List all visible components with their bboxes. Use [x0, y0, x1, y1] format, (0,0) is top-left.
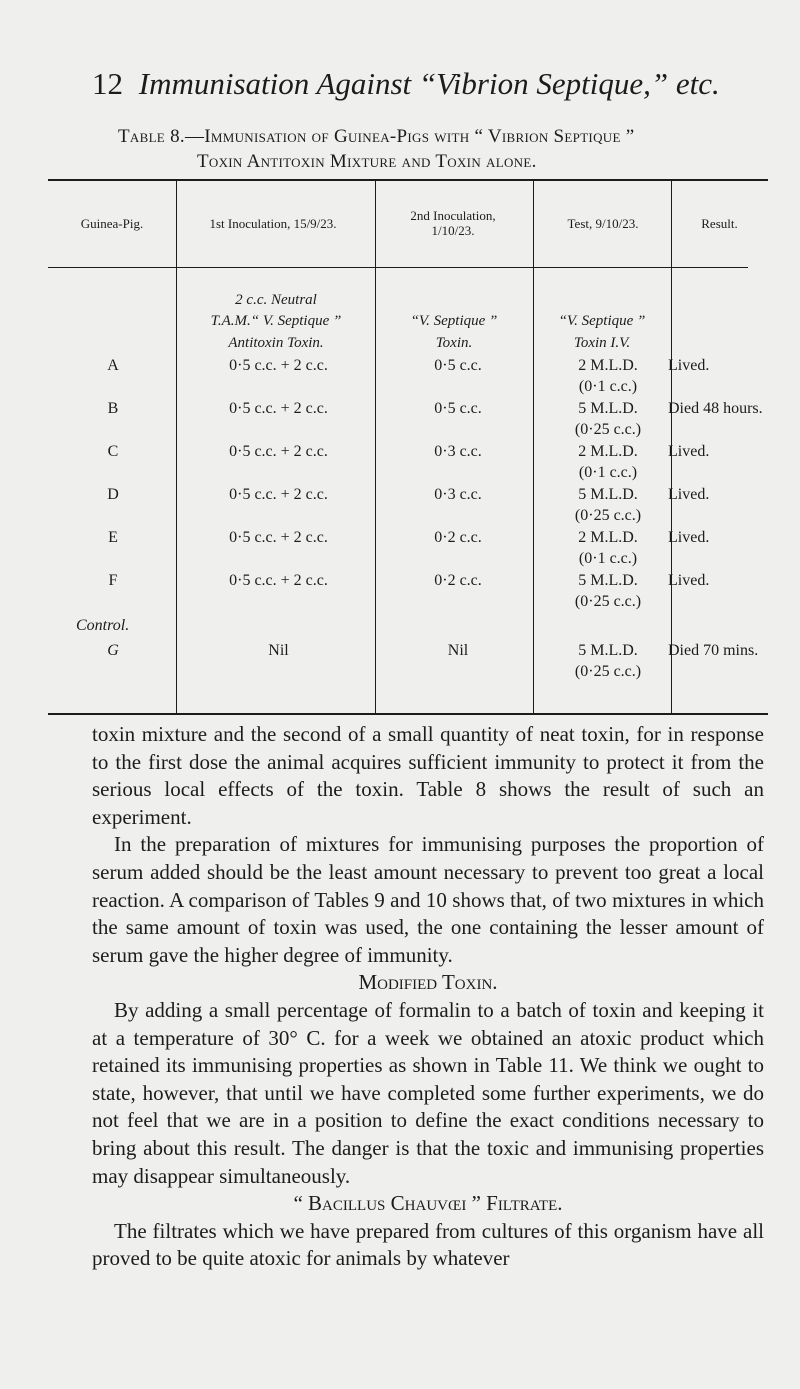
- table-caption: [118, 124, 758, 174]
- result-cell: Lived.: [668, 572, 710, 589]
- first-inoculation-cell: Nil: [268, 642, 289, 659]
- first-inoculation-cell: 0·5 c.c. + 2 c.c.: [229, 400, 328, 417]
- test-volume-cell: (0·1 c.c.): [578, 464, 638, 481]
- test-volume-cell: (0·25 c.c.): [574, 593, 642, 610]
- test-volume-cell: (0·25 c.c.): [574, 663, 642, 680]
- result-cell: Lived.: [668, 529, 710, 546]
- subheader-first-2: T.A.M.“ V. Septique ”: [210, 313, 342, 329]
- result-cell: Lived.: [668, 486, 710, 503]
- test-volume-cell: (0·1 c.c.): [578, 550, 638, 567]
- table-bottom-rule: [48, 713, 768, 715]
- caption-line-1: —Immunisation of Guinea-Pigs with “ Vibrion Septique ”: [184, 126, 635, 147]
- results-table: [48, 179, 768, 715]
- paragraph: toxin mixture and the second of a small quantity of neat toxin, for in response to the first dose the animal acquires sufficient immunity to protect it from the serious local effects of the toxin. Table 8 shows the result of such an experiment.: [92, 722, 764, 829]
- result-cell: Lived.: [668, 357, 710, 374]
- paragraph: By adding a small percentage of formalin to a batch of toxin and keeping it at a temperature of 30° C. for a week we obtained an atoxic product which retained its immunising properties as shown in Table 11. We think we ought to state, however, that until we have completed some further experiments, we do not feel that we are in a position to define the exact conditions necessary to bring about this result. The danger is that the toxic and immunising properties may disappear simultaneously.: [92, 997, 764, 1188]
- test-dose-cell: 5 M.L.D.: [578, 400, 638, 417]
- first-inoculation-cell: 0·5 c.c. + 2 c.c.: [229, 572, 328, 589]
- caption-line-2: Toxin Antitoxin Mixture and Toxin alone.: [197, 151, 537, 172]
- test-volume-cell: (0·1 c.c.): [578, 378, 638, 395]
- guinea-pig-id: G: [107, 642, 119, 659]
- paragraph: The filtrates which we have prepared from cultures of this organism have all proved to be quite atoxic for animals by whatever: [92, 1218, 764, 1271]
- paragraph: In the preparation of mixtures for immunising purposes the proportion of serum added should be the least amount necessary to prevent too great a local reaction. A comparison of Tables 9 and 10 shows that, of two mixtures in which the same amount of toxin was used, the one containing the lesser amount of serum gave the higher degree of immunity.: [92, 832, 764, 967]
- guinea-pig-id: F: [108, 572, 118, 589]
- second-inoculation-cell: 0·2 c.c.: [434, 529, 482, 546]
- section-heading: “ Bacillus Chauvœi ” Filtrate.: [293, 1191, 563, 1216]
- guinea-pig-id: D: [107, 486, 119, 503]
- subheader-test-2: Toxin I.V.: [573, 335, 631, 351]
- header-first-inoculation: 1st Inoculation, 15/9/23.: [209, 215, 337, 231]
- running-header: [92, 66, 720, 102]
- page-number: 12: [92, 66, 123, 101]
- second-inoculation-cell: 0·2 c.c.: [434, 572, 482, 589]
- subheader-second-1: “V. Septique ”: [410, 313, 498, 329]
- guinea-pig-id: E: [108, 529, 118, 546]
- guinea-pig-id: B: [107, 400, 119, 417]
- subheader-second-2: Toxin.: [435, 335, 473, 351]
- second-inoculation-cell: 0·3 c.c.: [434, 443, 482, 460]
- guinea-pig-id: C: [107, 443, 119, 460]
- subheader-test-1: “V. Septique ”: [558, 313, 646, 329]
- result-cell: Died 70 mins.: [668, 642, 759, 659]
- test-dose-cell: 2 M.L.D.: [578, 443, 638, 460]
- running-title: Immunisation Against “Vibrion Septique,” etc.: [138, 66, 720, 101]
- header-test: Test, 9/10/23.: [567, 215, 639, 231]
- section-heading: Modified Toxin.: [358, 970, 498, 995]
- table-label: Table 8.: [118, 126, 185, 147]
- first-inoculation-cell: 0·5 c.c. + 2 c.c.: [229, 529, 328, 546]
- second-inoculation-cell: 0·5 c.c.: [434, 400, 482, 417]
- test-dose-cell: 2 M.L.D.: [578, 357, 638, 374]
- test-dose-cell: 5 M.L.D.: [578, 486, 638, 503]
- first-inoculation-cell: 0·5 c.c. + 2 c.c.: [229, 486, 328, 503]
- test-volume-cell: (0·25 c.c.): [574, 507, 642, 524]
- test-dose-cell: 2 M.L.D.: [578, 529, 638, 546]
- result-cell: Died 48 hours.: [668, 400, 763, 417]
- guinea-pig-id: A: [107, 357, 119, 374]
- header-second-inoculation: 2nd Inoculation, 1/10/23.: [410, 208, 496, 238]
- test-volume-cell: (0·25 c.c.): [574, 421, 642, 438]
- first-inoculation-cell: 0·5 c.c. + 2 c.c.: [229, 443, 328, 460]
- result-cell: Lived.: [668, 443, 710, 460]
- header-guinea-pig: Guinea-Pig.: [80, 215, 144, 231]
- test-dose-cell: 5 M.L.D.: [578, 642, 638, 659]
- table-header-rule: [48, 267, 748, 268]
- body-text: [92, 721, 764, 1273]
- header-result: Result.: [701, 215, 738, 231]
- subheader-first-1: 2 c.c. Neutral: [235, 292, 317, 308]
- second-inoculation-cell: Nil: [447, 642, 469, 659]
- second-inoculation-cell: 0·3 c.c.: [434, 486, 482, 503]
- test-dose-cell: 5 M.L.D.: [578, 572, 638, 589]
- control-label: Control.: [76, 617, 130, 634]
- subheader-first-3: Antitoxin Toxin.: [228, 335, 324, 351]
- first-inoculation-cell: 0·5 c.c. + 2 c.c.: [229, 357, 328, 374]
- second-inoculation-cell: 0·5 c.c.: [434, 357, 482, 374]
